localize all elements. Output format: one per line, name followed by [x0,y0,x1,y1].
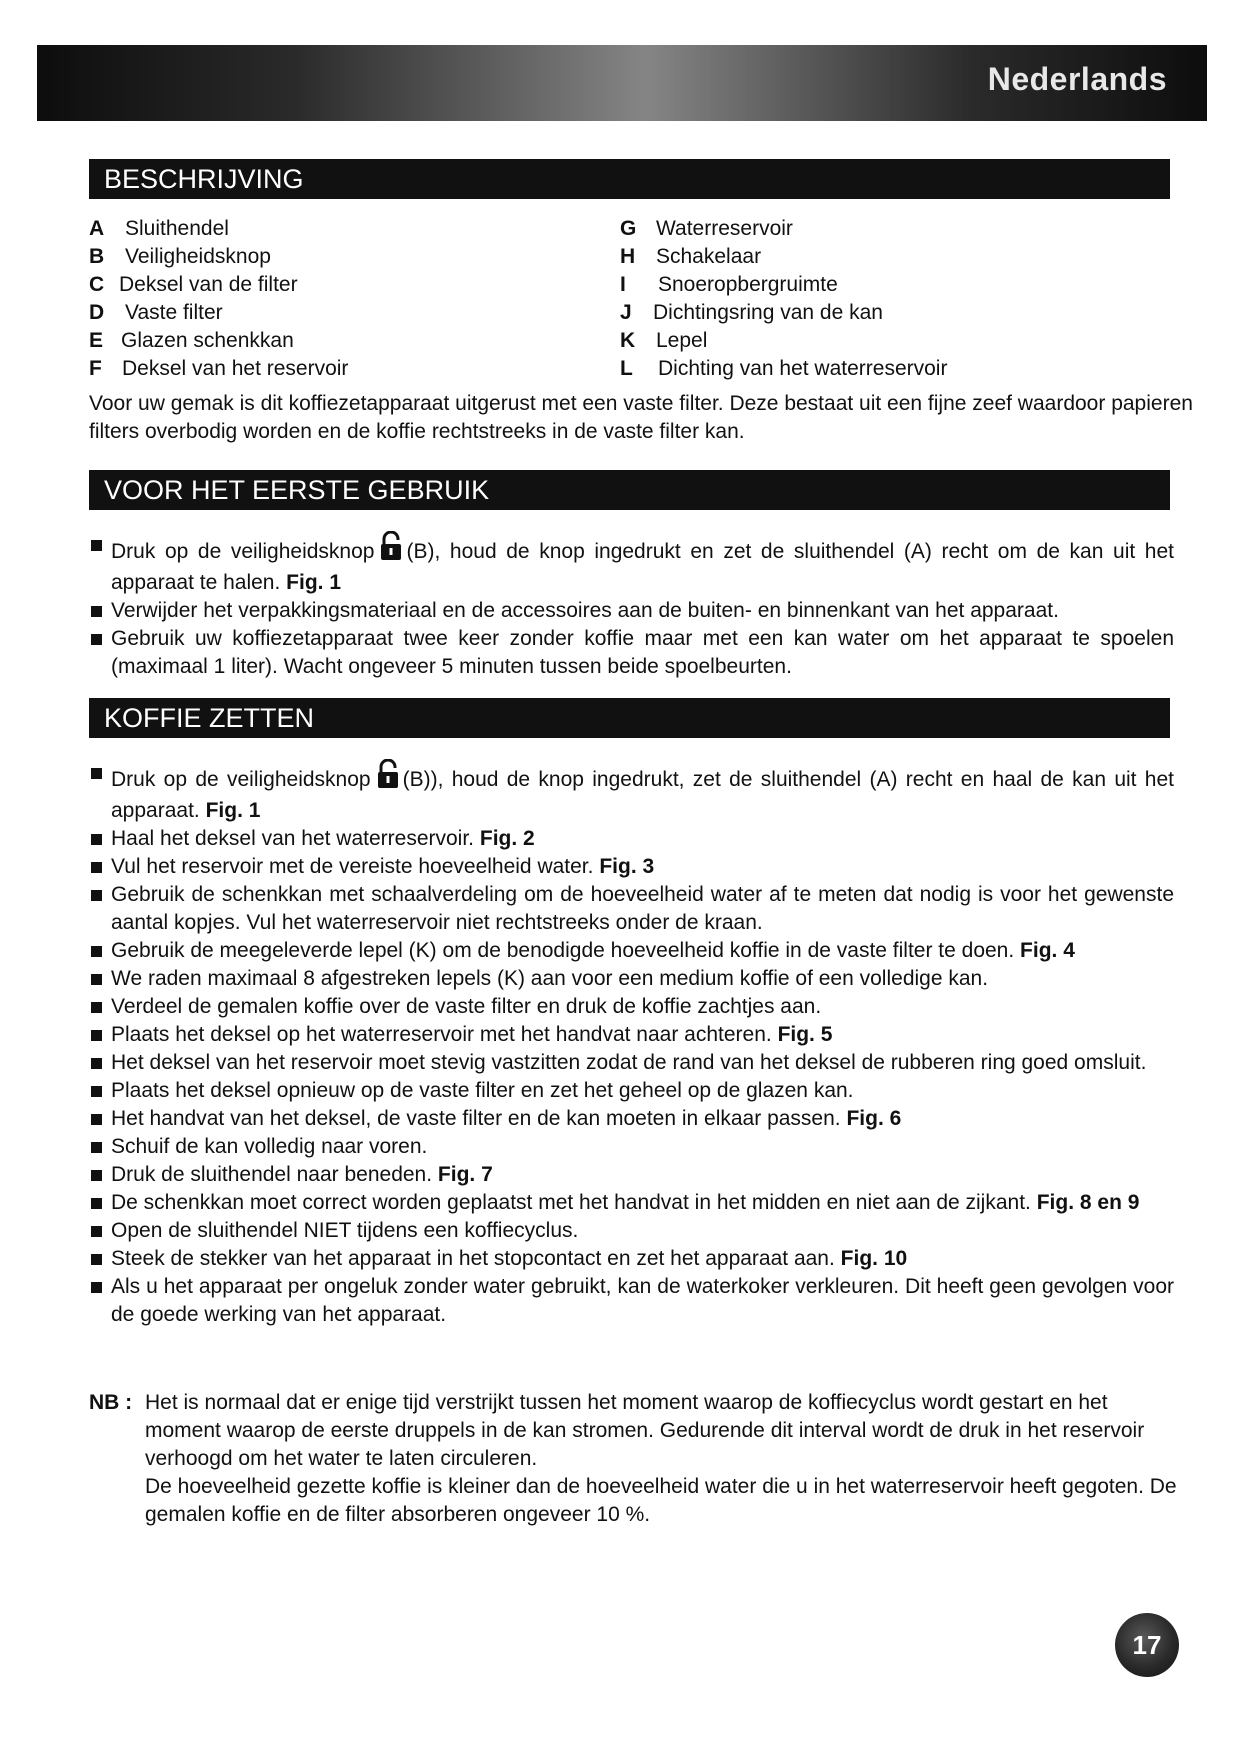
header-banner [37,45,1207,121]
list-item: Open de sluithendel NIET tijdens een koffiecyclus. [89,1217,1174,1245]
list-item: Gebruik uw koffiezetapparaat twee keer zonder koffie maar met een kan water om het apparaat te spoelen (maximaal 1 liter). Wacht ongeveer 5 minuten tussen beide spoelbeurten. [89,625,1174,681]
page-number: 17 [1115,1613,1179,1677]
list-item: Verdeel de gemalen koffie over de vaste filter en druk de koffie zachtjes aan. [89,993,1174,1021]
intro-paragraph: Voor uw gemak is dit koffiezetapparaat uitgerust met een vaste filter. Deze bestaat uit een fijne zeef waardoor papieren filters overbodig worden en de koffie rechtstreeks in de vaste filter kan. [89,392,1193,443]
section-title-beschrijving: BESCHRIJVING [89,159,1170,199]
part-item: K Lepel [620,329,708,352]
list-item: De schenkkan moet correct worden geplaatst met het handvat in het midden en niet aan de zijkant. Fig. 8 en 9 [89,1189,1174,1217]
list-item: Als u het apparaat per ongeluk zonder water gebruikt, kan de waterkoker verkleuren. Dit heeft geen gevolgen voor de goede werking van het apparaat. [89,1273,1174,1329]
list-item: Druk op de veiligheidsknop (B)), houd de knop ingedrukt, zet de sluithendel (A) recht en haal de kan uit het apparaat. Fig. 1 [89,759,1174,825]
parts-list-left [89,215,348,383]
list-item: Gebruik de meegeleverde lepel (K) om de benodigde hoeveelheid koffie in de vaste filter te doen. Fig. 4 [89,937,1174,965]
list-item: We raden maximaal 8 afgestreken lepels (K) aan voor een medium koffie of een volledige kan. [89,965,1174,993]
parts-list-right [620,215,947,383]
part-item: B Veiligheidsknop [89,245,271,268]
list-item: Het handvat van het deksel, de vaste filter en de kan moeten in elkaar passen. Fig. 6 [89,1105,1174,1133]
language-label: Nederlands [987,61,1167,97]
part-item: I Snoeropbergruimte [620,273,838,296]
part-item: H Schakelaar [620,245,762,268]
list-item: Druk de sluithendel naar beneden. Fig. 7 [89,1161,1174,1189]
nb-label: NB : [89,1391,133,1414]
part-item: A Sluithendel [89,217,229,240]
part-item: L Dichting van het waterreservoir [620,357,948,380]
list-item: Schuif de kan volledig naar voren. [89,1133,1174,1161]
list-item: Het deksel van het reservoir moet stevig vastzitten zodat de rand van het deksel de rubberen ring goed omsluit. [89,1049,1174,1077]
list-item: Plaats het deksel opnieuw op de vaste filter en zet het geheel op de glazen kan. [89,1077,1174,1105]
list-item: Plaats het deksel op het waterreservoir met het handvat naar achteren. Fig. 5 [89,1021,1174,1049]
section-title-eerste-gebruik: VOOR HET EERSTE GEBRUIK [89,470,1170,510]
list-item: Verwijder het verpakkingsmateriaal en de accessoires aan de buiten- en binnenkant van het apparaat. [89,597,1174,625]
nb-paragraph-2: De hoeveelheid gezette koffie is kleiner dan de hoeveelheid water die u in het waterreservoir heeft gegoten. De gemalen koffie en de filter absorberen ongeveer 10 %. [145,1475,1177,1526]
section-title-koffie-zetten: KOFFIE ZETTEN [89,698,1170,738]
list-item: Vul het reservoir met de vereiste hoeveelheid water. Fig. 3 [89,853,1174,881]
list-item: Druk op de veiligheidsknop (B), houd de knop ingedrukt en zet de sluithendel (A) recht om de kan uit het apparaat te halen. Fig. 1 [89,531,1174,597]
lock-open-icon [380,531,402,569]
part-item: F Deksel van het reservoir [89,357,349,380]
eerste-gebruik-list [89,531,1174,681]
part-item: J Dichtingsring van de kan [620,301,883,324]
koffie-zetten-list [89,759,1174,1329]
list-item: Haal het deksel van het waterreservoir. Fig. 2 [89,825,1174,853]
part-item: G Waterreservoir [620,217,793,240]
list-item: Steek de stekker van het apparaat in het stopcontact en zet het apparaat aan. Fig. 10 [89,1245,1174,1273]
nb-note [89,1389,1189,1529]
part-item: C Deksel van de filter [89,273,298,296]
part-item: D Vaste filter [89,301,223,324]
lock-open-icon [377,759,399,797]
part-item: E Glazen schenkkan [89,329,294,352]
list-item: Gebruik de schenkkan met schaalverdeling om de hoeveelheid water af te meten dat nodig is voor het gewenste aantal kopjes. Vul het waterreservoir niet rechtstreeks onder de kraan. [89,881,1174,937]
nb-paragraph-1: Het is normaal dat er enige tijd verstrijkt tussen het moment waarop de koffiecyclus wordt gestart en het moment waarop de eerste druppels in de kan stromen. Gedurende dit interval wordt de druk in het reservoir verhoogd om het water te laten circuleren. [145,1391,1145,1470]
